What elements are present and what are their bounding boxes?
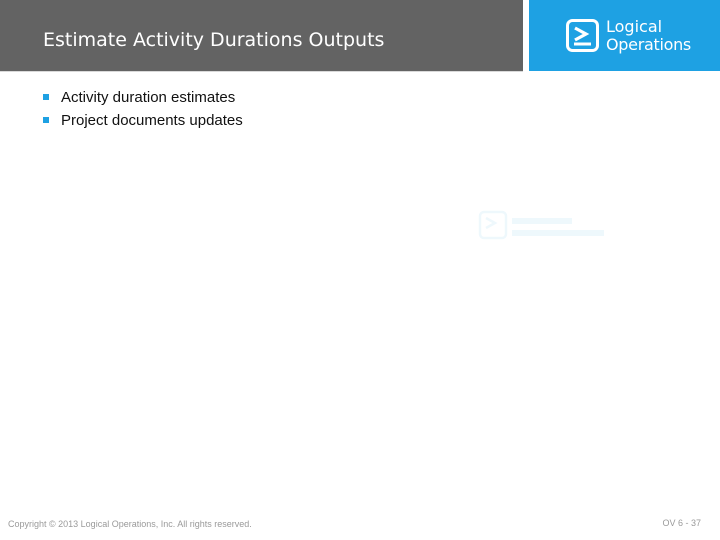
footer-copyright: Copyright © 2013 Logical Operations, Inc. All rights reserved. — [8, 519, 252, 529]
square-bullet-icon — [43, 117, 49, 123]
title-bar — [0, 0, 523, 72]
logo-text-line1: Logical — [606, 17, 663, 36]
bullet-item — [43, 88, 243, 111]
logo — [529, 0, 720, 71]
bullet-text: Project documents updates — [61, 112, 243, 129]
square-bullet-icon — [43, 94, 49, 100]
slide-title: Estimate Activity Durations Outputs — [43, 29, 385, 51]
bullet-list — [43, 88, 243, 134]
bullet-item — [43, 111, 243, 134]
logo-text-line2: Operations — [606, 35, 691, 54]
footer-page-number: OV 6 - 37 — [662, 518, 701, 528]
bullet-text: Activity duration estimates — [61, 89, 236, 106]
logo-watermark — [478, 210, 608, 250]
logical-operations-logo-icon — [566, 19, 599, 52]
